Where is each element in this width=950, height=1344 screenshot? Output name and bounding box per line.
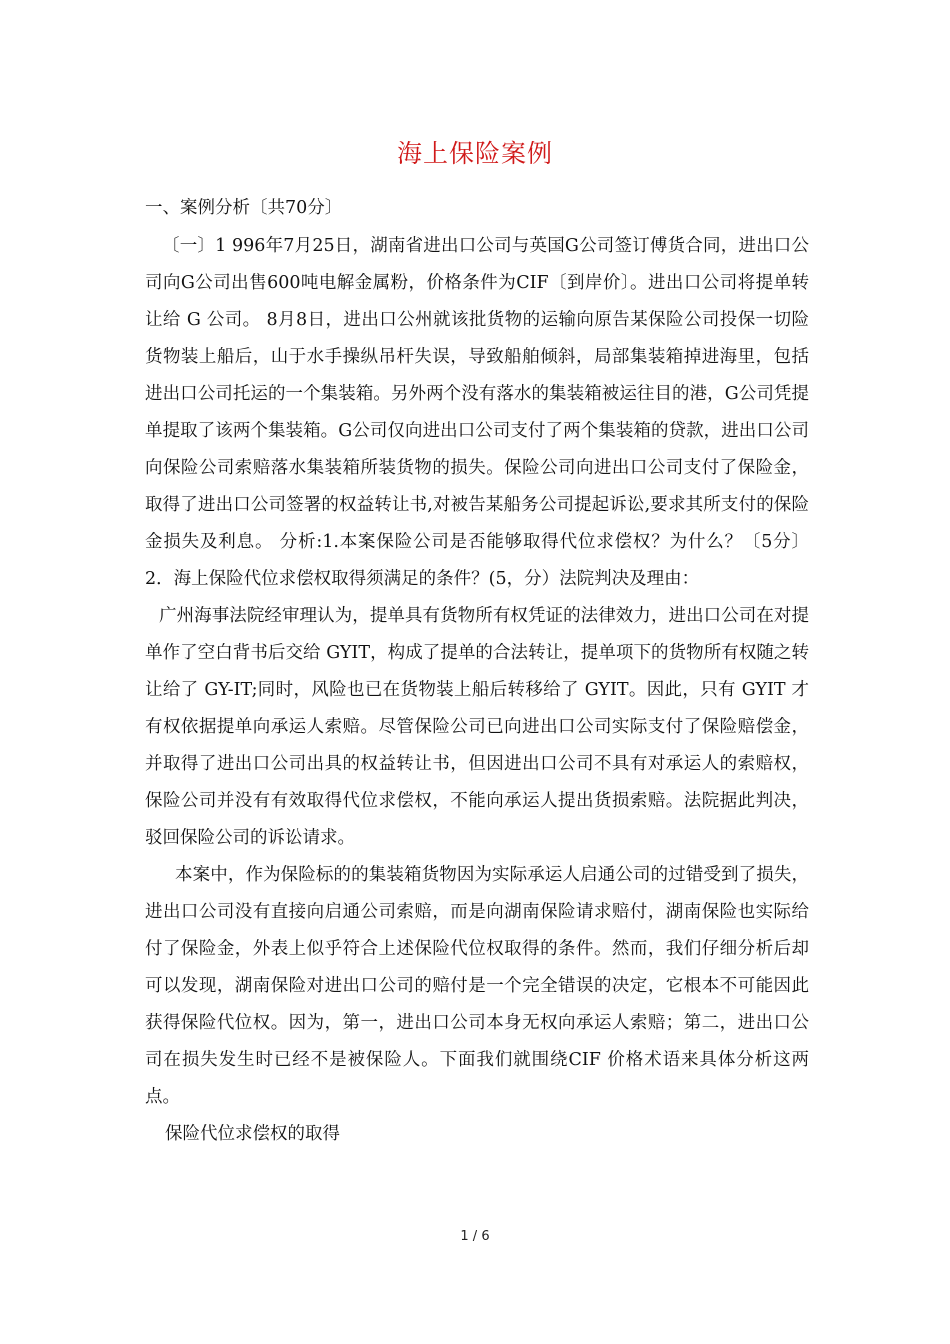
paragraph-analysis: 本案中，作为保险标的的集装箱货物因为实际承运人启通公司的过错受到了损失，进出口公司没有直接向启通公司索赔，而是向湖南保险请求赔付，湖南保险也实际给付了保险金，外表上似乎符合上述保险代位权取得的条件。然而，我们仔细分析后却可以发现，湖南保险对进出口公司的赔付是一个完全错误的决定，它根本不可能因此获得保险代位权。因为，第一，进出口公司本身无权向承运人索赔；第二，进出口公司在损失发生时已经不是被保险人。下面我们就围绕CIF 价格术语来具体分析这两点。	[145, 865, 809, 1107]
section-heading: 一、案例分析〔共70分〕	[145, 198, 343, 218]
paragraph-court-ruling: 广州海事法院经审理认为，提单具有货物所有权凭证的法律效力，进出口公司在对提单作了空白背书后交给 GYIT，构成了提单的合法转让，提单项下的货物所有权随之转让给了 GY-IT;同时，风险也已在货物装上船后转移给了 GYIT。因此，只有 GYIT 才有权依据提单向承运人索赔。尽管保险公司已向进出口公司实际支付了保险赔偿金，并取得了进出口公司出具的权益转让书，但因进出口公司不具有对承运人的索赔权，保险公司并没有有效取得代位求偿权，不能向承运人提出货损索赔。法院据此判决，驳回保险公司的诉讼请求。	[145, 606, 809, 848]
page-number: 1 / 6	[460, 1229, 490, 1244]
document-title: 海上保险案例	[396, 139, 553, 168]
document-body	[145, 190, 809, 1153]
paragraph-case-facts: 〔一〕1 996年7月25日，湖南省进出口公司与英国G公司签订傅货合同，进出口公司向G公司出售600吨电解金属粉，价格条件为CIF〔到岸价〕。进出口公司将提单转让给 G 公司。 8月8日，进出口公州就该批货物的运输向原告某保险公司投保一切险货物装上船后，山于水手操纵吊杆失误，导致船舶倾斜，局部集装箱掉进海里，包括进出口公司托运的一个集装箱。另外两个没有落水的集装箱被运往目的港，G公司凭提单提取了该两个集装箱。G公司仅向进出口公司支付了两个集装箱的贷款，进出口公司向保险公司索赔落水集装箱所装货物的损失。保险公司向进出口公司支付了保险金，取得了进出口公司签署的权益转让书,对被告某船务公司提起诉讼,要求其所支付的保险金损失及利息。 分析:1.本案保险公司是否能够取得代位求偿权？为什么？〔5分〕 2．海上保险代位求偿权取得须满足的条件？(5，分）法院判决及理由：	[145, 236, 809, 589]
paragraph-subheading: 保险代位求偿权的取得	[165, 1124, 340, 1144]
